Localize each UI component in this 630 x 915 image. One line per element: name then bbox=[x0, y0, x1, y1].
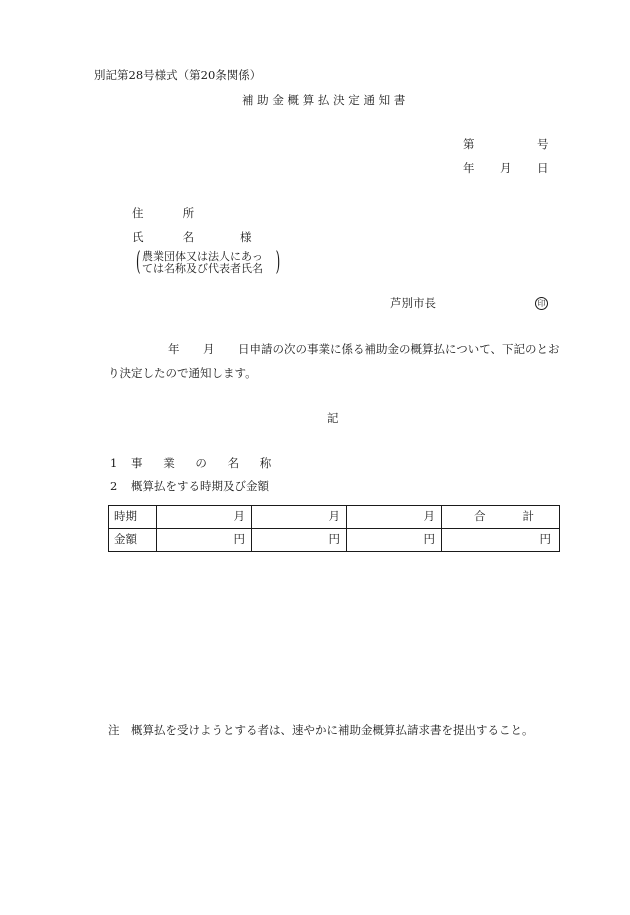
body-month: 月 bbox=[203, 342, 215, 356]
item-1-label: 事業の名称 bbox=[131, 456, 292, 470]
amount-total: 円 bbox=[442, 529, 560, 552]
issuer-name: 芦別市長 bbox=[390, 296, 436, 310]
seal-icon: 印 bbox=[535, 297, 548, 310]
date-year: 年 bbox=[463, 161, 475, 175]
left-paren: ( bbox=[136, 247, 141, 277]
recipient-note-line1: 農業団体又は法人にあっ bbox=[142, 250, 263, 263]
total-char-1: 合 bbox=[474, 509, 486, 524]
period-cell-1: 月 bbox=[157, 506, 252, 529]
date-day: 日 bbox=[537, 161, 549, 175]
item-2-number: 2 bbox=[110, 479, 118, 493]
honorific: 様 bbox=[240, 230, 252, 244]
schedule-table bbox=[108, 505, 560, 552]
amount-cell-1: 円 bbox=[157, 529, 252, 552]
ki-heading: 記 bbox=[327, 411, 339, 425]
body-year: 年 bbox=[168, 342, 180, 356]
right-paren: ) bbox=[275, 247, 280, 277]
name-label: 氏 名 bbox=[132, 230, 208, 244]
document-title: 補助金概算払決定通知書 bbox=[242, 93, 409, 107]
amount-cell-3: 円 bbox=[347, 529, 442, 552]
note-label: 注 bbox=[108, 723, 120, 737]
recipient-note bbox=[136, 247, 280, 277]
period-label: 時期 bbox=[109, 506, 157, 529]
doc-number-prefix: 第 bbox=[463, 137, 475, 151]
total-header bbox=[442, 506, 560, 529]
date-month: 月 bbox=[500, 161, 512, 175]
period-cell-2: 月 bbox=[252, 506, 347, 529]
item-1-number: 1 bbox=[110, 456, 118, 470]
total-char-2: 計 bbox=[522, 509, 534, 524]
body-line1: 日申請の次の事業に係る補助金の概算払について、下記のとお bbox=[238, 342, 560, 356]
body-line2: り決定したので通知します。 bbox=[108, 366, 257, 380]
address-label: 住 所 bbox=[132, 206, 208, 220]
form-number: 別記第28号様式（第20条関係） bbox=[94, 68, 262, 82]
table-row bbox=[109, 506, 560, 529]
item-2-label: 概算払をする時期及び金額 bbox=[131, 479, 269, 493]
period-cell-3: 月 bbox=[347, 506, 442, 529]
doc-number-suffix: 号 bbox=[537, 137, 549, 151]
amount-label: 金額 bbox=[109, 529, 157, 552]
amount-cell-2: 円 bbox=[252, 529, 347, 552]
note-text: 概算払を受けようとする者は、速やかに補助金概算払請求書を提出すること。 bbox=[131, 723, 534, 737]
recipient-note-line2: ては名称及び代表者氏名 bbox=[142, 262, 263, 275]
table-row bbox=[109, 529, 560, 552]
